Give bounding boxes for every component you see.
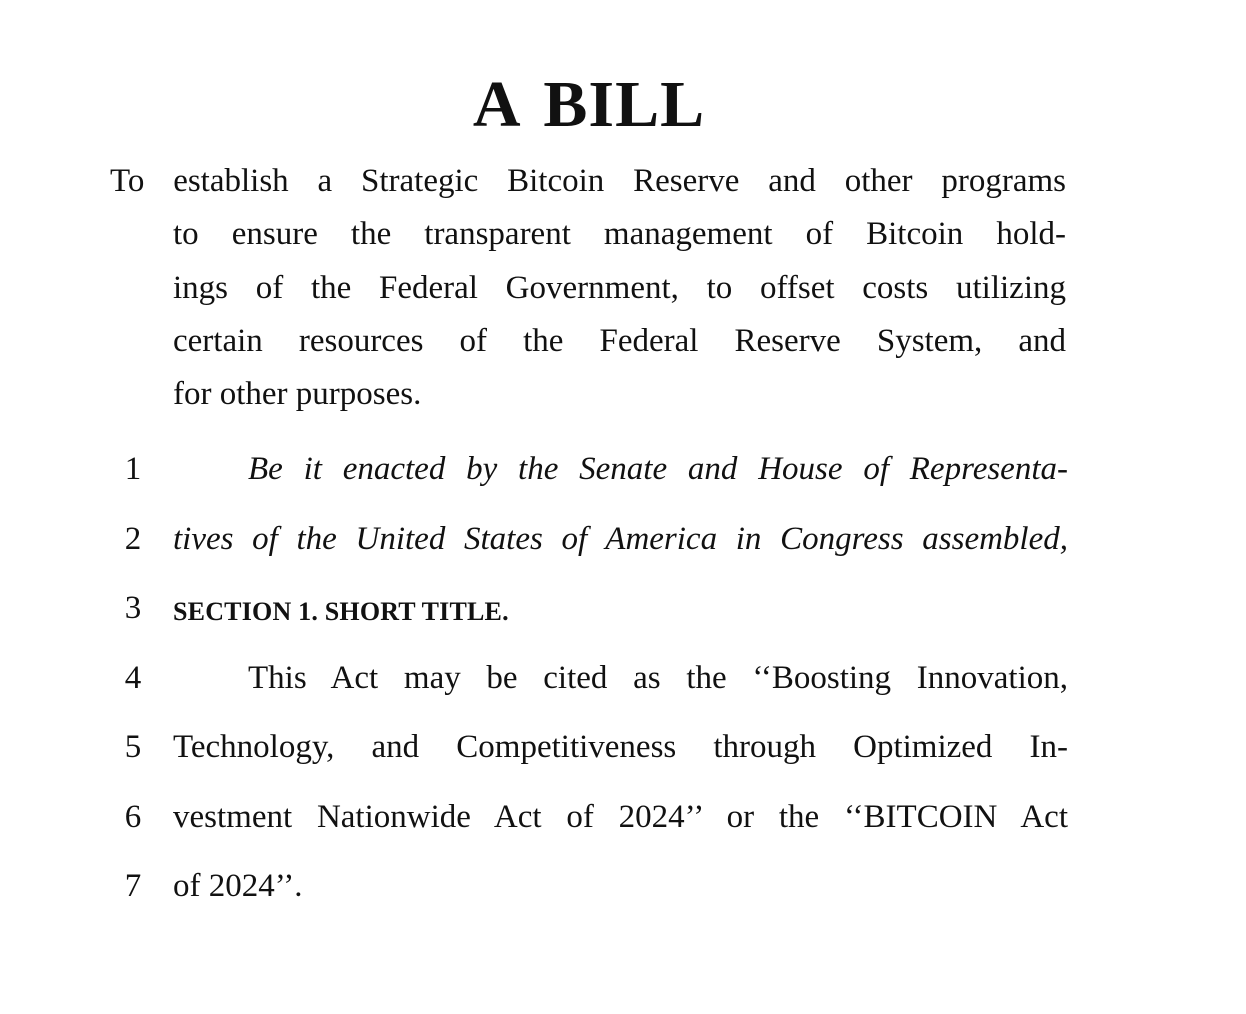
line-number: 2 — [124, 520, 142, 557]
section-text: of 2024’’. — [173, 868, 303, 904]
enacting-clause-text: Be it enacted by the Senate and House of Representa- — [248, 451, 1068, 487]
purpose-line: ings of the Federal Government, to offset costs utilizing — [173, 269, 1066, 306]
line-number: 4 — [124, 659, 142, 696]
bill-title: A BILL — [472, 68, 706, 141]
line-number: 1 — [124, 451, 142, 487]
line-number: 3 — [124, 590, 142, 626]
numbered-line — [0, 784, 1246, 854]
numbered-line — [0, 714, 1246, 784]
line-number: 6 — [124, 798, 142, 835]
numbered-line — [0, 853, 1246, 923]
enacting-clause-text: tives of the United States of America in Congress assembled, — [173, 520, 1068, 557]
numbered-line — [0, 645, 1246, 715]
purpose-line: certain resources of the Federal Reserve System, and — [173, 322, 1066, 359]
section-text: vestment Nationwide Act of 2024’’ or the ‘‘BITCOIN Act — [173, 798, 1068, 835]
line-number: 7 — [124, 868, 142, 904]
purpose-line: To establish a Strategic Bitcoin Reserve and other programs — [110, 163, 1066, 199]
purpose-line: for other purposes. — [173, 376, 422, 413]
section-heading: SECTION 1. SHORT TITLE. — [173, 597, 509, 626]
bill-purpose — [110, 155, 1066, 421]
numbered-line — [0, 506, 1246, 576]
section-text: This Act may be cited as the ‘‘Boosting Innovation, — [248, 659, 1068, 696]
bill-body — [0, 436, 1246, 923]
numbered-line — [0, 436, 1246, 506]
line-number: 5 — [124, 729, 142, 765]
purpose-line: to ensure the transparent management of Bitcoin hold- — [173, 216, 1066, 253]
section-text: Technology, and Competitiveness through Optimized In- — [173, 729, 1068, 765]
numbered-line — [0, 575, 1246, 645]
